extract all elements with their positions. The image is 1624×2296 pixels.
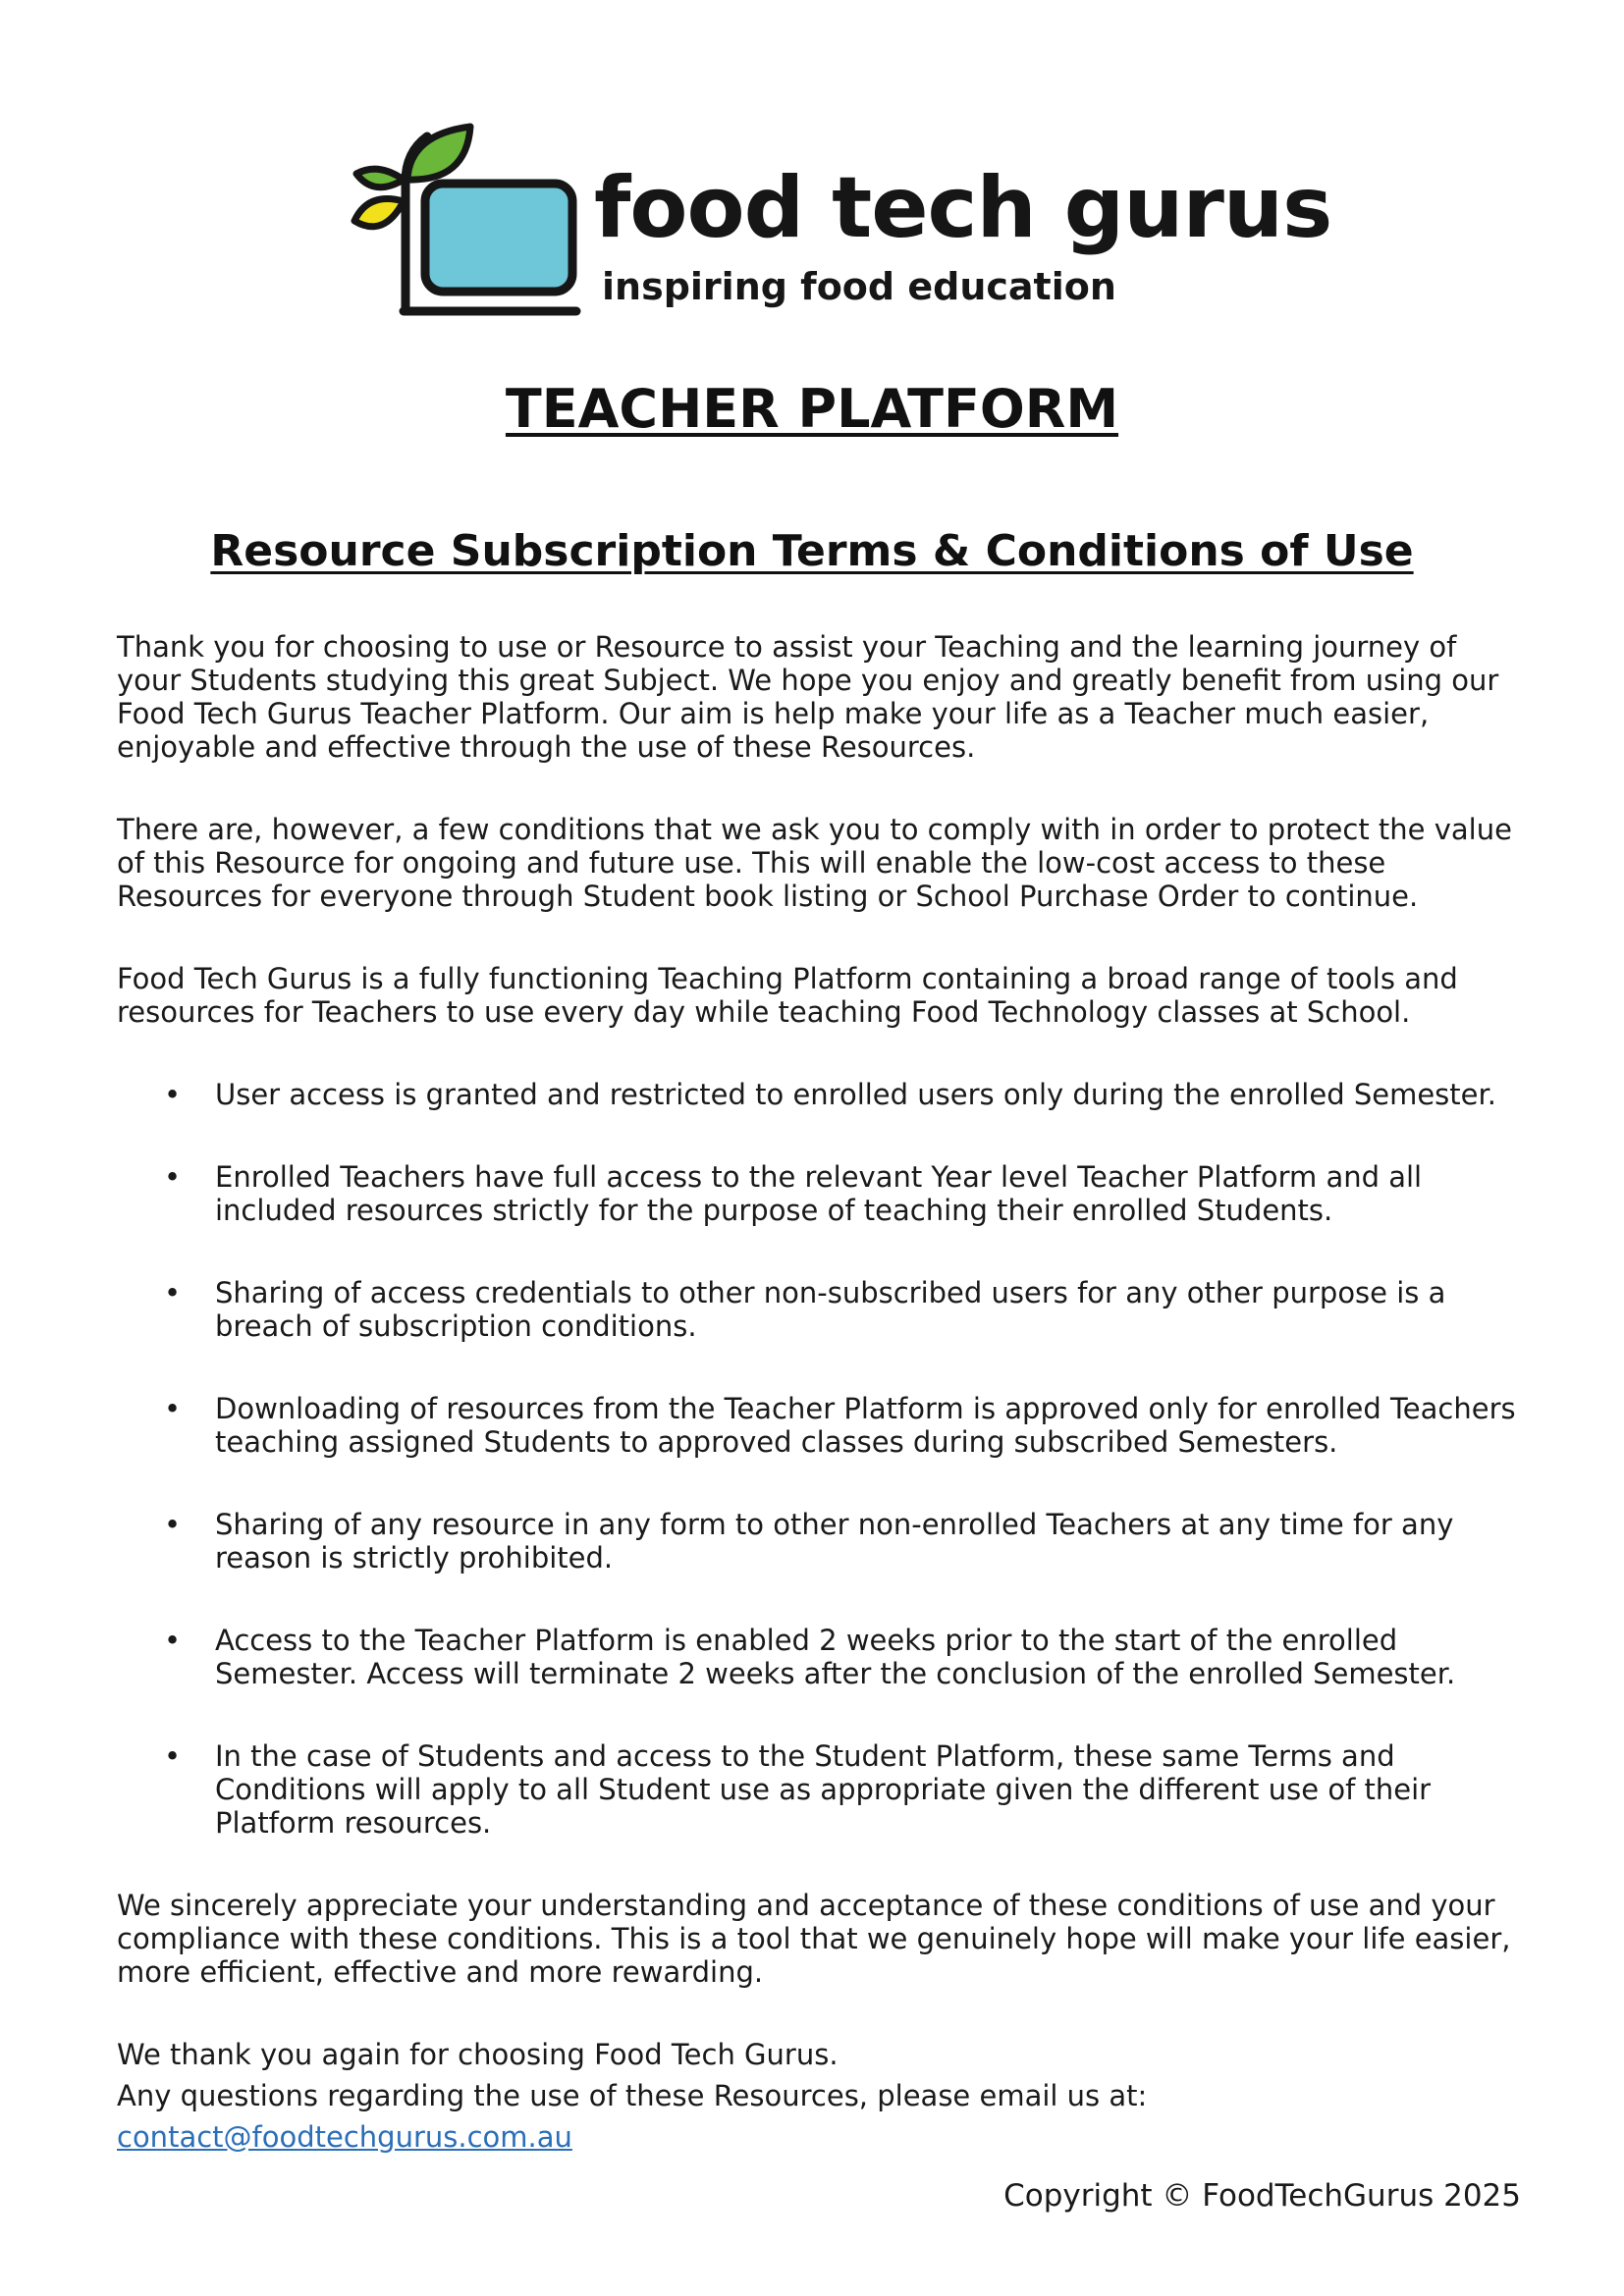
thanks-line: We thank you again for choosing Food Tech Gurus. xyxy=(117,2038,839,2071)
closing-paragraph: We sincerely appreciate your understanding and acceptance of these conditions of use and your compliance with these conditions. This is a tool that we genuinely hope will make your life easier, more efficient, effective and more rewarding. xyxy=(117,1889,1511,1989)
bullet-icon: • xyxy=(164,1739,182,1773)
list-item xyxy=(164,1276,1521,1343)
list-item xyxy=(164,1624,1521,1690)
yellow-leaf xyxy=(354,199,404,227)
bullet-icon: • xyxy=(164,1078,182,1111)
bullet-icon: • xyxy=(164,1624,182,1657)
page-title: TEACHER PLATFORM xyxy=(505,378,1119,440)
list-item xyxy=(164,1739,1521,1840)
intro-paragraph: Thank you for choosing to use or Resource to assist your Teaching and the learning journey of your Students studying this great Subject. We hope you enjoy and greatly benefit from using our Food Tech Gurus Teacher Platform. Our aim is help make your life as a Teacher much easier, enjoyable and effective through the use of these Resources. xyxy=(117,630,1499,764)
list-item xyxy=(164,1508,1521,1575)
brand-name: food tech gurus xyxy=(594,159,1332,257)
condition-text: User access is granted and restricted to enrolled users only during the enrolled Semester. xyxy=(215,1078,1496,1111)
document-subtitle: Resource Subscription Terms & Conditions of Use xyxy=(210,526,1414,576)
bullet-icon: • xyxy=(164,1276,182,1309)
brand-tagline: inspiring food education xyxy=(602,265,1116,308)
condition-text: Enrolled Teachers have full access to the relevant Year level Teacher Platform and all included resources strictly for the purpose of teaching their enrolled Students. xyxy=(215,1160,1423,1227)
copyright-notice: Copyright © FoodTechGurus 2025 xyxy=(1003,2178,1521,2214)
brand-logo xyxy=(349,123,1332,329)
intro-paragraph: Food Tech Gurus is a fully functioning Teaching Platform containing a broad range of tools and resources for Teachers to use every day while teaching Food Technology classes at School. xyxy=(117,962,1458,1029)
green-leaf xyxy=(407,127,470,180)
condition-text: Access to the Teacher Platform is enabled 2 weeks prior to the start of the enrolled Semester. Access will terminate 2 weeks after the conclusion of the enrolled Semester. xyxy=(215,1624,1456,1690)
intro-paragraph: There are, however, a few conditions that we ask you to comply with in order to protect the value of this Resource for ongoing and future use. This will enable the low-cost access to these Resources for everyone through Student book listing or School Purchase Order to continue. xyxy=(117,813,1512,913)
questions-line: Any questions regarding the use of these Resources, please email us at: xyxy=(117,2079,1148,2112)
bullet-icon: • xyxy=(164,1508,182,1541)
document-body xyxy=(117,630,1521,2154)
list-item xyxy=(164,1160,1521,1227)
condition-text: In the case of Students and access to the Student Platform, these same Terms and Conditions will apply to all Student use as appropriate given the different use of their Platform resources. xyxy=(215,1739,1432,1840)
laptop-screen xyxy=(425,184,572,292)
contact-email-link[interactable]: contact@foodtechgurus.com.au xyxy=(117,2120,572,2154)
condition-text: Sharing of access credentials to other non-subscribed users for any other purpose is a breach of subscription conditions. xyxy=(215,1276,1446,1343)
laptop-leaf-icon xyxy=(349,123,584,329)
conditions-list xyxy=(117,1078,1521,1840)
condition-text: Sharing of any resource in any form to other non-enrolled Teachers at any time for any reason is strictly prohibited. xyxy=(215,1508,1454,1575)
condition-text: Downloading of resources from the Teacher Platform is approved only for enrolled Teachers teaching assigned Students to approved classes during subscribed Semesters. xyxy=(215,1392,1516,1459)
bullet-icon: • xyxy=(164,1392,182,1425)
small-green-leaf xyxy=(356,169,404,187)
list-item xyxy=(164,1392,1521,1459)
list-item xyxy=(164,1078,1521,1111)
bullet-icon: • xyxy=(164,1160,182,1194)
